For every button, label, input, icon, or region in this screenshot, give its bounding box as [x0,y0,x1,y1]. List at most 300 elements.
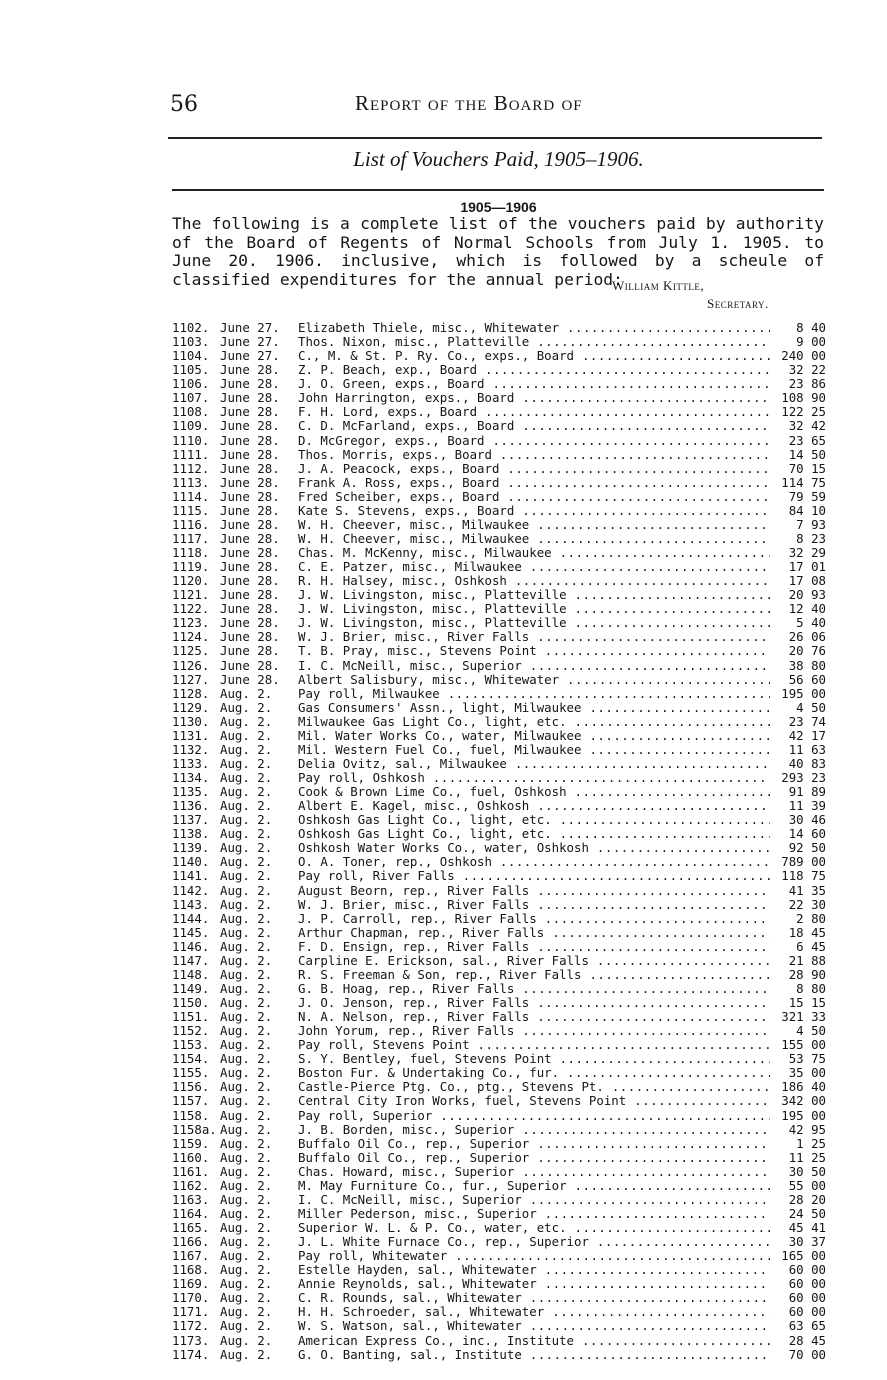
voucher-amount: 42 95 [770,1123,826,1137]
voucher-description: Annie Reynolds, sal., Whitewater ..... [298,1277,776,1291]
voucher-description: Pay roll, River Falls ..... [298,869,776,883]
voucher-date: Aug. 2. [220,1205,273,1221]
voucher-description: D. McGregor, exps., Board ..... [298,434,776,448]
fiscal-year-heading: 1905—1906 [460,199,537,215]
voucher-date: June 28. [220,502,280,518]
voucher-number: 1154. [172,1051,210,1067]
voucher-description: Fred Scheiber, exps., Board ..... [298,490,776,504]
voucher-description: N. A. Nelson, rep., River Falls ..... [298,1010,776,1024]
voucher-amount: 23 86 [770,377,826,391]
voucher-date: Aug. 2. [220,1248,273,1264]
voucher-row [172,743,828,757]
voucher-amount: 20 76 [770,644,826,658]
voucher-number: 1124. [172,629,210,645]
voucher-amount: 17 01 [770,560,826,574]
voucher-date: Aug. 2. [220,910,273,926]
voucher-description: J. O. Green, exps., Board ..... [298,377,776,391]
voucher-row [172,869,828,883]
voucher-number: 1164. [172,1205,210,1221]
voucher-description: Thos. Morris, exps., Board ..... [298,448,776,462]
voucher-description: F. D. Ensign, rep., River Falls ..... [298,940,776,954]
voucher-number: 1163. [172,1191,210,1207]
voucher-description: S. Y. Bentley, fuel, Stevens Point ..... [298,1052,776,1066]
voucher-description: Oshkosh Water Works Co., water, Oshkosh ..... [298,841,776,855]
voucher-date: Aug. 2. [220,1051,273,1067]
voucher-row [172,715,828,729]
voucher-date: Aug. 2. [220,1191,273,1207]
voucher-amount: 8 80 [770,982,826,996]
voucher-amount: 4 50 [770,1024,826,1038]
voucher-amount: 53 75 [770,1052,826,1066]
voucher-date: June 28. [220,460,280,476]
voucher-row [172,1024,828,1038]
voucher-date: June 28. [220,671,280,687]
voucher-description: I. C. McNeill, misc., Superior ..... [298,1193,776,1207]
voucher-date: Aug. 2. [220,1318,273,1334]
voucher-row [172,405,828,419]
voucher-number: 1139. [172,840,210,856]
voucher-row [172,855,828,869]
voucher-date: June 28. [220,587,280,603]
voucher-date: June 27. [220,320,280,335]
voucher-number: 1129. [172,699,210,715]
voucher-number: 1143. [172,896,210,912]
voucher-row [172,546,828,560]
voucher-amount: 45 41 [770,1221,826,1235]
voucher-row [172,1179,828,1193]
voucher-amount: 240 00 [770,349,826,363]
voucher-amount: 28 90 [770,968,826,982]
voucher-amount: 56 60 [770,673,826,687]
voucher-row [172,1277,828,1291]
voucher-date: June 27. [220,348,280,364]
voucher-number: 1102. [172,320,210,335]
voucher-description: W. J. Brier, misc., River Falls ..... [298,630,776,644]
voucher-amount: 84 10 [770,504,826,518]
voucher-date: Aug. 2. [220,966,273,982]
voucher-description: Albert Salisbury, misc., Whitewater ..... [298,673,776,687]
voucher-amount: 28 45 [770,1334,826,1348]
voucher-description: G. B. Hoag, rep., River Falls ..... [298,982,776,996]
voucher-number: 1157. [172,1093,210,1109]
voucher-amount: 70 15 [770,462,826,476]
voucher-amount: 60 00 [770,1263,826,1277]
voucher-row [172,630,828,644]
voucher-number: 1168. [172,1262,210,1278]
voucher-amount: 11 25 [770,1151,826,1165]
voucher-number: 1151. [172,1009,210,1025]
voucher-amount: 70 00 [770,1348,826,1362]
voucher-row [172,1221,828,1235]
voucher-description: F. H. Lord, exps., Board ..... [298,405,776,419]
voucher-description: Buffalo Oil Co., rep., Superior ..... [298,1137,776,1151]
voucher-row [172,616,828,630]
voucher-amount: 79 59 [770,490,826,504]
voucher-row [172,1066,828,1080]
voucher-date: Aug. 2. [220,727,273,743]
voucher-row [172,363,828,377]
voucher-date: Aug. 2. [220,1135,273,1151]
voucher-number: 1133. [172,755,210,771]
voucher-row [172,574,828,588]
voucher-date: June 28. [220,573,280,589]
voucher-row [172,1052,828,1066]
voucher-row [172,644,828,658]
signer-title: Secretary. [707,296,769,311]
voucher-row [172,926,828,940]
voucher-description: R. S. Freeman & Son, rep., River Falls ..... [298,968,776,982]
voucher-description: Mil. Water Works Co., water, Milwaukee ..... [298,729,776,743]
voucher-description: American Express Co., inc., Institute ..... [298,1334,776,1348]
voucher-amount: 8 40 [770,321,826,335]
voucher-amount: 92 50 [770,841,826,855]
voucher-description: J. L. White Furnace Co., rep., Superior ..... [298,1235,776,1249]
voucher-description: Z. P. Beach, exp., Board ..... [298,363,776,377]
voucher-row [172,687,828,701]
voucher-row [172,476,828,490]
voucher-description: W. S. Watson, sal., Whitewater ..... [298,1319,776,1333]
voucher-amount: 5 40 [770,616,826,630]
voucher-amount: 28 20 [770,1193,826,1207]
voucher-row [172,827,828,841]
voucher-description: Miller Pederson, misc., Superior ..... [298,1207,776,1221]
voucher-date: June 28. [220,376,280,392]
voucher-description: John Yorum, rep., River Falls ..... [298,1024,776,1038]
voucher-date: Aug. 2. [220,1149,273,1165]
voucher-number: 1110. [172,432,210,448]
voucher-number: 1120. [172,573,210,589]
voucher-amount: 11 63 [770,743,826,757]
voucher-row [172,729,828,743]
voucher-number: 1144. [172,910,210,926]
voucher-date: Aug. 2. [220,1276,273,1292]
voucher-date: Aug. 2. [220,980,273,996]
voucher-number: 1113. [172,474,210,490]
voucher-date: June 27. [220,334,280,350]
voucher-number: 1142. [172,882,210,898]
voucher-date: June 28. [220,404,280,420]
voucher-amount: 32 29 [770,546,826,560]
voucher-description: Arthur Chapman, rep., River Falls ..... [298,926,776,940]
voucher-amount: 32 22 [770,363,826,377]
section-title: List of Vouchers Paid, 1905–1906. [353,147,644,171]
voucher-amount: 21 88 [770,954,826,968]
voucher-date: Aug. 2. [220,1037,273,1053]
voucher-number: 1166. [172,1234,210,1250]
voucher-number: 1111. [172,446,210,462]
voucher-number: 1107. [172,390,210,406]
voucher-row [172,912,828,926]
voucher-date: June 28. [220,390,280,406]
voucher-number: 1173. [172,1332,210,1348]
voucher-row [172,448,828,462]
voucher-date: Aug. 2. [220,784,273,800]
voucher-description: C., M. & St. P. Ry. Co., exps., Board ..... [298,349,776,363]
voucher-date: Aug. 2. [220,882,273,898]
voucher-row [172,1094,828,1108]
voucher-number: 1147. [172,952,210,968]
voucher-number: 1127. [172,671,210,687]
voucher-number: 1138. [172,826,210,842]
voucher-description: J. O. Jenson, rep., River Falls ..... [298,996,776,1010]
voucher-date: Aug. 2. [220,1121,273,1137]
voucher-number: 1125. [172,643,210,659]
voucher-number: 1169. [172,1276,210,1292]
voucher-description: Pay roll, Oshkosh ..... [298,771,776,785]
voucher-row [172,1291,828,1305]
voucher-row [172,771,828,785]
voucher-amount: 42 17 [770,729,826,743]
voucher-row [172,673,828,687]
voucher-description: Pay roll, Milwaukee ..... [298,687,776,701]
voucher-description: G. O. Banting, sal., Institute ..... [298,1348,776,1362]
voucher-number: 1119. [172,559,210,575]
voucher-number: 1152. [172,1023,210,1039]
voucher-row [172,841,828,855]
voucher-amount: 40 83 [770,757,826,771]
voucher-date: Aug. 2. [220,1177,273,1193]
voucher-row [172,391,828,405]
voucher-amount: 8 23 [770,532,826,546]
voucher-description: Chas. Howard, misc., Superior ..... [298,1165,776,1179]
intro-paragraph: The following is a complete list of the vouchers paid by authority of the Board of Regents of Normal Schools from July 1. 1905. to June 20. 1906. inclusive, which is followed by a scheule of classified expenditures for the annual period: [172,214,824,289]
voucher-description: W. H. Cheever, misc., Milwaukee ..... [298,532,776,546]
voucher-description: Elizabeth Thiele, misc., Whitewater ..... [298,321,776,335]
voucher-amount: 789 00 [770,855,826,869]
voucher-date: June 28. [220,643,280,659]
voucher-date: Aug. 2. [220,770,273,785]
voucher-amount: 60 00 [770,1291,826,1305]
voucher-number: 1145. [172,924,210,940]
voucher-date: Aug. 2. [220,798,273,814]
voucher-date: June 28. [220,559,280,575]
voucher-date: Aug. 2. [220,924,273,940]
voucher-description: Pay roll, Stevens Point ..... [298,1038,776,1052]
voucher-row [172,321,828,335]
voucher-date: Aug. 2. [220,713,273,729]
voucher-amount: 60 00 [770,1305,826,1319]
voucher-number: 1172. [172,1318,210,1334]
voucher-number: 1106. [172,376,210,392]
voucher-description: C. E. Patzer, misc., Milwaukee ..... [298,560,776,574]
voucher-date: Aug. 2. [220,755,273,771]
voucher-description: J. W. Livingston, misc., Platteville ..... [298,602,776,616]
voucher-date: June 28. [220,657,280,673]
voucher-row [172,602,828,616]
voucher-amount: 122 25 [770,405,826,419]
voucher-amount: 15 15 [770,996,826,1010]
voucher-date: Aug. 2. [220,840,273,856]
voucher-row [172,982,828,996]
voucher-list [172,321,828,1362]
voucher-amount: 7 93 [770,518,826,532]
voucher-amount: 4 50 [770,701,826,715]
voucher-row [172,518,828,532]
voucher-amount: 55 00 [770,1179,826,1193]
voucher-number: 1123. [172,615,210,631]
voucher-number: 1171. [172,1304,210,1320]
voucher-description: Castle-Pierce Ptg. Co., ptg., Stevens Pt. ..... [298,1080,776,1094]
voucher-description: Albert E. Kagel, misc., Oshkosh ..... [298,799,776,813]
voucher-amount: 118 75 [770,869,826,883]
voucher-number: 1116. [172,516,210,532]
voucher-date: Aug. 2. [220,1093,273,1109]
voucher-date: Aug. 2. [220,1304,273,1320]
voucher-row [172,1137,828,1151]
voucher-row [172,898,828,912]
voucher-number: 1161. [172,1163,210,1179]
voucher-number: 1155. [172,1065,210,1081]
voucher-row [172,1123,828,1137]
voucher-amount: 14 60 [770,827,826,841]
voucher-row [172,349,828,363]
voucher-number: 1149. [172,980,210,996]
voucher-description: August Beorn, rep., River Falls ..... [298,884,776,898]
voucher-number: 1126. [172,657,210,673]
voucher-row [172,757,828,771]
voucher-amount: 30 46 [770,813,826,827]
voucher-description: Pay roll, Superior ..... [298,1109,776,1123]
voucher-amount: 26 06 [770,630,826,644]
voucher-description: M. May Furniture Co., fur., Superior ..... [298,1179,776,1193]
voucher-date: Aug. 2. [220,1220,273,1235]
voucher-row [172,1305,828,1319]
voucher-description: Oshkosh Gas Light Co., light, etc. ..... [298,827,776,841]
voucher-amount: 14 50 [770,448,826,462]
voucher-number: 1174. [172,1346,210,1362]
voucher-description: J. B. Borden, misc., Superior ..... [298,1123,776,1137]
voucher-row [172,799,828,813]
voucher-description: O. A. Toner, rep., Oshkosh ..... [298,855,776,869]
voucher-description: Estelle Hayden, sal., Whitewater ..... [298,1263,776,1277]
voucher-number: 1134. [172,770,210,785]
voucher-number: 1159. [172,1135,210,1151]
voucher-number: 1104. [172,348,210,364]
voucher-date: Aug. 2. [220,699,273,715]
voucher-date: Aug. 2. [220,896,273,912]
voucher-row [172,659,828,673]
voucher-row [172,701,828,715]
voucher-number: 1170. [172,1290,210,1306]
voucher-number: 1146. [172,938,210,954]
voucher-amount: 165 00 [770,1249,826,1263]
voucher-date: June 28. [220,530,280,546]
voucher-amount: 30 37 [770,1235,826,1249]
voucher-description: Central City Iron Works, fuel, Stevens Point ..... [298,1094,776,1108]
voucher-number: 1122. [172,601,210,617]
voucher-row [172,1319,828,1333]
voucher-description: H. H. Schroeder, sal., Whitewater ..... [298,1305,776,1319]
voucher-date: June 28. [220,362,280,378]
voucher-number: 1156. [172,1079,210,1095]
voucher-amount: 60 00 [770,1277,826,1291]
voucher-row [172,1109,828,1123]
voucher-amount: 32 42 [770,419,826,433]
voucher-description: J. W. Livingston, misc., Platteville ..... [298,588,776,602]
voucher-date: June 28. [220,474,280,490]
voucher-number: 1150. [172,995,210,1010]
voucher-row [172,1165,828,1179]
title-rule [172,189,824,191]
voucher-date: Aug. 2. [220,685,273,701]
voucher-description: Gas Consumers' Assn., light, Milwaukee ..... [298,701,776,715]
voucher-description: Chas. M. McKenny, misc., Milwaukee ..... [298,546,776,560]
header-rule [168,137,822,139]
voucher-number: 1141. [172,868,210,884]
voucher-date: Aug. 2. [220,1065,273,1081]
voucher-date: June 28. [220,446,280,462]
voucher-date: Aug. 2. [220,868,273,884]
voucher-amount: 17 08 [770,574,826,588]
voucher-date: June 28. [220,432,280,448]
voucher-number: 1131. [172,727,210,743]
voucher-description: C. D. McFarland, exps., Board ..... [298,419,776,433]
voucher-date: June 28. [220,629,280,645]
voucher-row [172,968,828,982]
voucher-amount: 38 80 [770,659,826,673]
voucher-amount: 155 00 [770,1038,826,1052]
voucher-number: 1121. [172,587,210,603]
voucher-number: 1158a. [172,1121,217,1137]
voucher-number: 1130. [172,713,210,729]
voucher-description: Frank A. Ross, exps., Board ..... [298,476,776,490]
voucher-description: C. R. Rounds, sal., Whitewater ..... [298,1291,776,1305]
voucher-description: Kate S. Stevens, exps., Board ..... [298,504,776,518]
voucher-amount: 108 90 [770,391,826,405]
voucher-description: Pay roll, Whitewater ..... [298,1249,776,1263]
voucher-amount: 35 00 [770,1066,826,1080]
voucher-number: 1167. [172,1248,210,1264]
voucher-number: 1128. [172,685,210,701]
voucher-amount: 22 30 [770,898,826,912]
voucher-number: 1108. [172,404,210,420]
voucher-row [172,462,828,476]
voucher-number: 1148. [172,966,210,982]
voucher-description: Carpline E. Erickson, sal., River Falls ..... [298,954,776,968]
voucher-number: 1117. [172,530,210,546]
voucher-number: 1136. [172,798,210,814]
voucher-row [172,954,828,968]
voucher-amount: 186 40 [770,1080,826,1094]
voucher-date: Aug. 2. [220,1023,273,1039]
voucher-description: W. H. Cheever, misc., Milwaukee ..... [298,518,776,532]
voucher-date: Aug. 2. [220,826,273,842]
voucher-row [172,940,828,954]
voucher-row [172,884,828,898]
voucher-description: Boston Fur. & Undertaking Co., fur. ..... [298,1066,776,1080]
voucher-description: J. A. Peacock, exps., Board ..... [298,462,776,476]
voucher-number: 1109. [172,418,210,434]
voucher-date: Aug. 2. [220,854,273,870]
voucher-row [172,813,828,827]
voucher-date: Aug. 2. [220,938,273,954]
voucher-row [172,1010,828,1024]
voucher-description: T. B. Pray, misc., Stevens Point ..... [298,644,776,658]
voucher-row [172,996,828,1010]
voucher-number: 1103. [172,334,210,350]
voucher-amount: 11 39 [770,799,826,813]
voucher-number: 1132. [172,741,210,757]
voucher-amount: 20 93 [770,588,826,602]
voucher-amount: 12 40 [770,602,826,616]
page-number: 56 [170,92,198,117]
voucher-date: Aug. 2. [220,1107,273,1123]
voucher-date: Aug. 2. [220,1262,273,1278]
voucher-amount: 2 80 [770,912,826,926]
voucher-date: Aug. 2. [220,1332,273,1348]
voucher-row [172,490,828,504]
voucher-number: 1135. [172,784,210,800]
